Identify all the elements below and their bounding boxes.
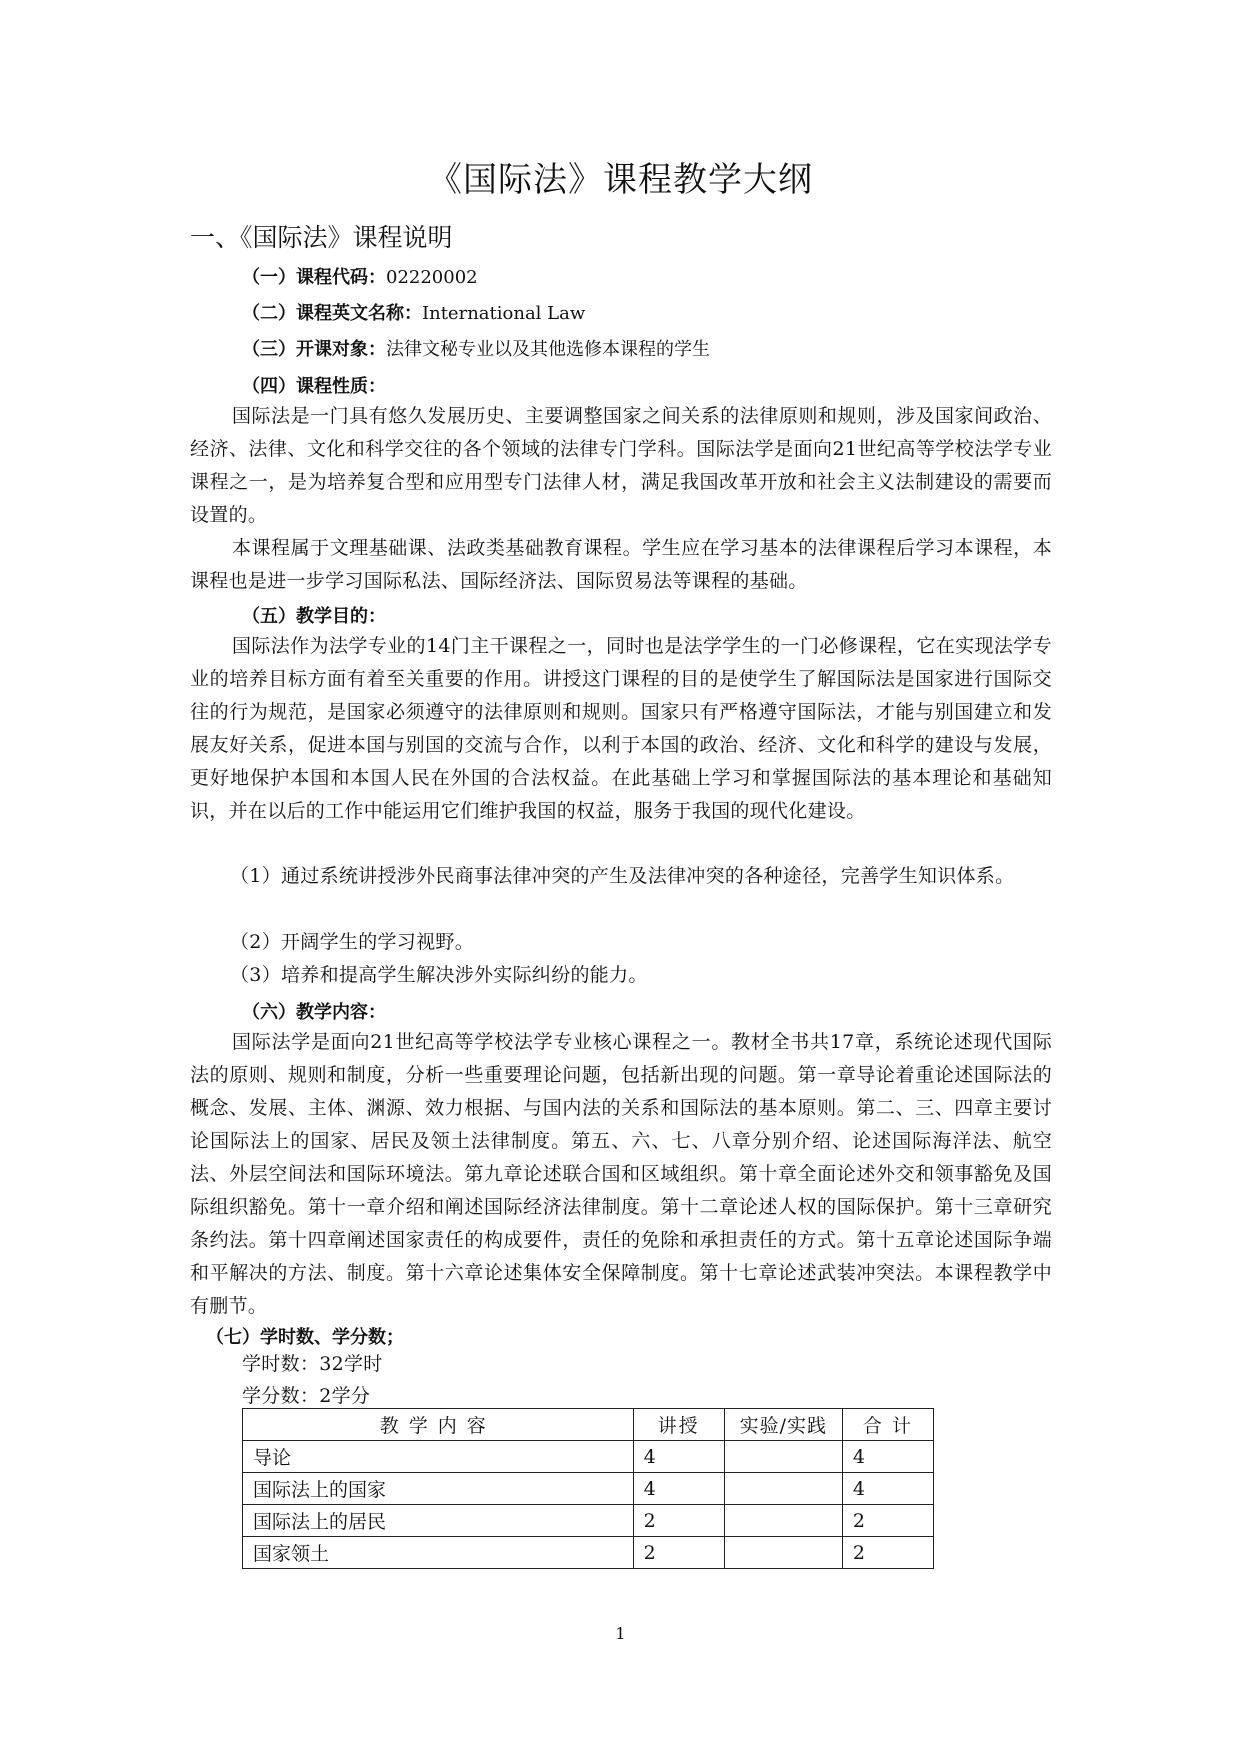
hours-line: 学时数：32学时 xyxy=(242,1353,383,1375)
header-lecture: 讲授 xyxy=(633,1409,724,1441)
cell-total: 2 xyxy=(842,1505,933,1537)
table-header-row xyxy=(243,1409,934,1441)
course-code xyxy=(242,263,478,289)
course-english-name-value: International Law xyxy=(422,303,586,324)
purpose-item-2: （2）开阔学生的学习视野。 xyxy=(230,931,474,953)
nature-paragraph-2: 本课程属于文理基础课、法政类基础教育课程。学生应在学习基本的法律课程后学习本课程，本课程也是进一步学习国际私法、国际经济法、国际贸易法等课程的基础。 xyxy=(190,537,1052,592)
cell-practice xyxy=(724,1505,842,1537)
table-row xyxy=(243,1441,934,1473)
cell-lecture: 2 xyxy=(633,1505,724,1537)
table-row xyxy=(243,1505,934,1537)
cell-lecture: 4 xyxy=(633,1441,724,1473)
cell-total: 2 xyxy=(842,1537,933,1569)
course-audience xyxy=(242,335,710,361)
course-english-name xyxy=(242,299,585,325)
header-total: 合 计 xyxy=(842,1409,933,1441)
table-row xyxy=(243,1537,934,1569)
header-topic: 教学内容 xyxy=(243,1409,634,1441)
purpose-item-1: （1）通过系统讲授涉外民商事法律冲突的产生及法律冲突的各种途径，完善学生知识体系。 xyxy=(230,865,1015,887)
course-audience-value: 法律文秘专业以及其他选修本课程的学生 xyxy=(386,339,710,360)
cell-total: 4 xyxy=(842,1441,933,1473)
header-practice: 实验/实践 xyxy=(724,1409,842,1441)
purpose-heading: （五）教学目的： xyxy=(242,606,386,627)
content-heading: （六）教学内容： xyxy=(242,1002,386,1023)
cell-practice xyxy=(724,1473,842,1505)
course-english-name-label: （二）课程英文名称： xyxy=(242,303,422,324)
table-row xyxy=(243,1473,934,1505)
course-code-value: 02220002 xyxy=(386,267,478,288)
content-paragraph: 国际法学是面向21世纪高等学校法学专业核心课程之一。教材全书共17章，系统论述现代国际法的原则、规则和制度，分析一些重要理论问题，包括新出现的问题。第一章导论着重论述国际法的概念、发展、主体、渊源、效力根据、与国内法的关系和国际法的基本原则。第二、三、四章主要讨论国际法上的国家、居民及领土法律制度。第五、六、七、八章分别介绍、论述国际海洋法、航空法、外层空间法和国际环境法。第九章论述联合国和区域组织。第十章全面论述外交和领事豁免及国际组织豁免。第十一章介绍和阐述国际经济法律制度。第十二章论述人权的国际保护。第十三章研究条约法。第十四章阐述国家责任的构成要件，责任的免除和承担责任的方式。第十五章论述国际争端和平解决的方法、制度。第十六章论述集体安全保障制度。第十七章论述武装冲突法。本课程教学中有删节。 xyxy=(190,1031,1052,1317)
cell-total: 4 xyxy=(842,1473,933,1505)
purpose-item-3: （3）培养和提高学生解决涉外实际纠纷的能力。 xyxy=(230,964,648,986)
course-audience-label: （三）开课对象： xyxy=(242,339,386,360)
cell-topic: 国际法上的国家 xyxy=(243,1473,634,1505)
nature-paragraph-1: 国际法是一门具有悠久发展历史、主要调整国家之间关系的法律原则和规则，涉及国家间政治、经济、法律、文化和科学交往的各个领域的法律专门学科。国际法学是面向21世纪高等学校法学专业课程之一，是为培养复合型和应用型专门法律人材，满足我国改革开放和社会主义法制建设的需要而设置的。 xyxy=(190,405,1052,526)
hours-table xyxy=(242,1408,934,1569)
cell-practice xyxy=(724,1441,842,1473)
page-number: 1 xyxy=(615,1624,626,1643)
course-nature-heading: （四）课程性质： xyxy=(242,376,386,397)
hours-heading: （七）学时数、学分数； xyxy=(206,1327,404,1348)
course-code-label: （一）课程代码： xyxy=(242,267,386,288)
cell-topic: 国际法上的居民 xyxy=(243,1505,634,1537)
cell-lecture: 4 xyxy=(633,1473,724,1505)
cell-lecture: 2 xyxy=(633,1537,724,1569)
cell-practice xyxy=(724,1537,842,1569)
section-heading: 一、《国际法》课程说明 xyxy=(190,223,453,252)
purpose-paragraph: 国际法作为法学专业的14门主干课程之一，同时也是法学学生的一门必修课程，它在实现法学专业的培养目标方面有着至关重要的作用。讲授这门课程的目的是使学生了解国际法是国家进行国际交往的行为规范，是国家必须遵守的法律原则和规则。国家只有严格遵守国际法，才能与别国建立和发展友好关系，促进本国与别国的交流与合作，以利于本国的政治、经济、文化和科学的建设与发展，更好地保护本国和本国人民在外国的合法权益。在此基础上学习和掌握国际法的基本理论和基础知识，并在以后的工作中能运用它们维护我国的权益，服务于我国的现代化建设。 xyxy=(190,635,1052,822)
cell-topic: 导论 xyxy=(243,1441,634,1473)
cell-topic: 国家领土 xyxy=(243,1537,634,1569)
document-title: 《国际法》课程教学大纲 xyxy=(428,160,813,200)
credits-line: 学分数：2学分 xyxy=(242,1385,371,1407)
